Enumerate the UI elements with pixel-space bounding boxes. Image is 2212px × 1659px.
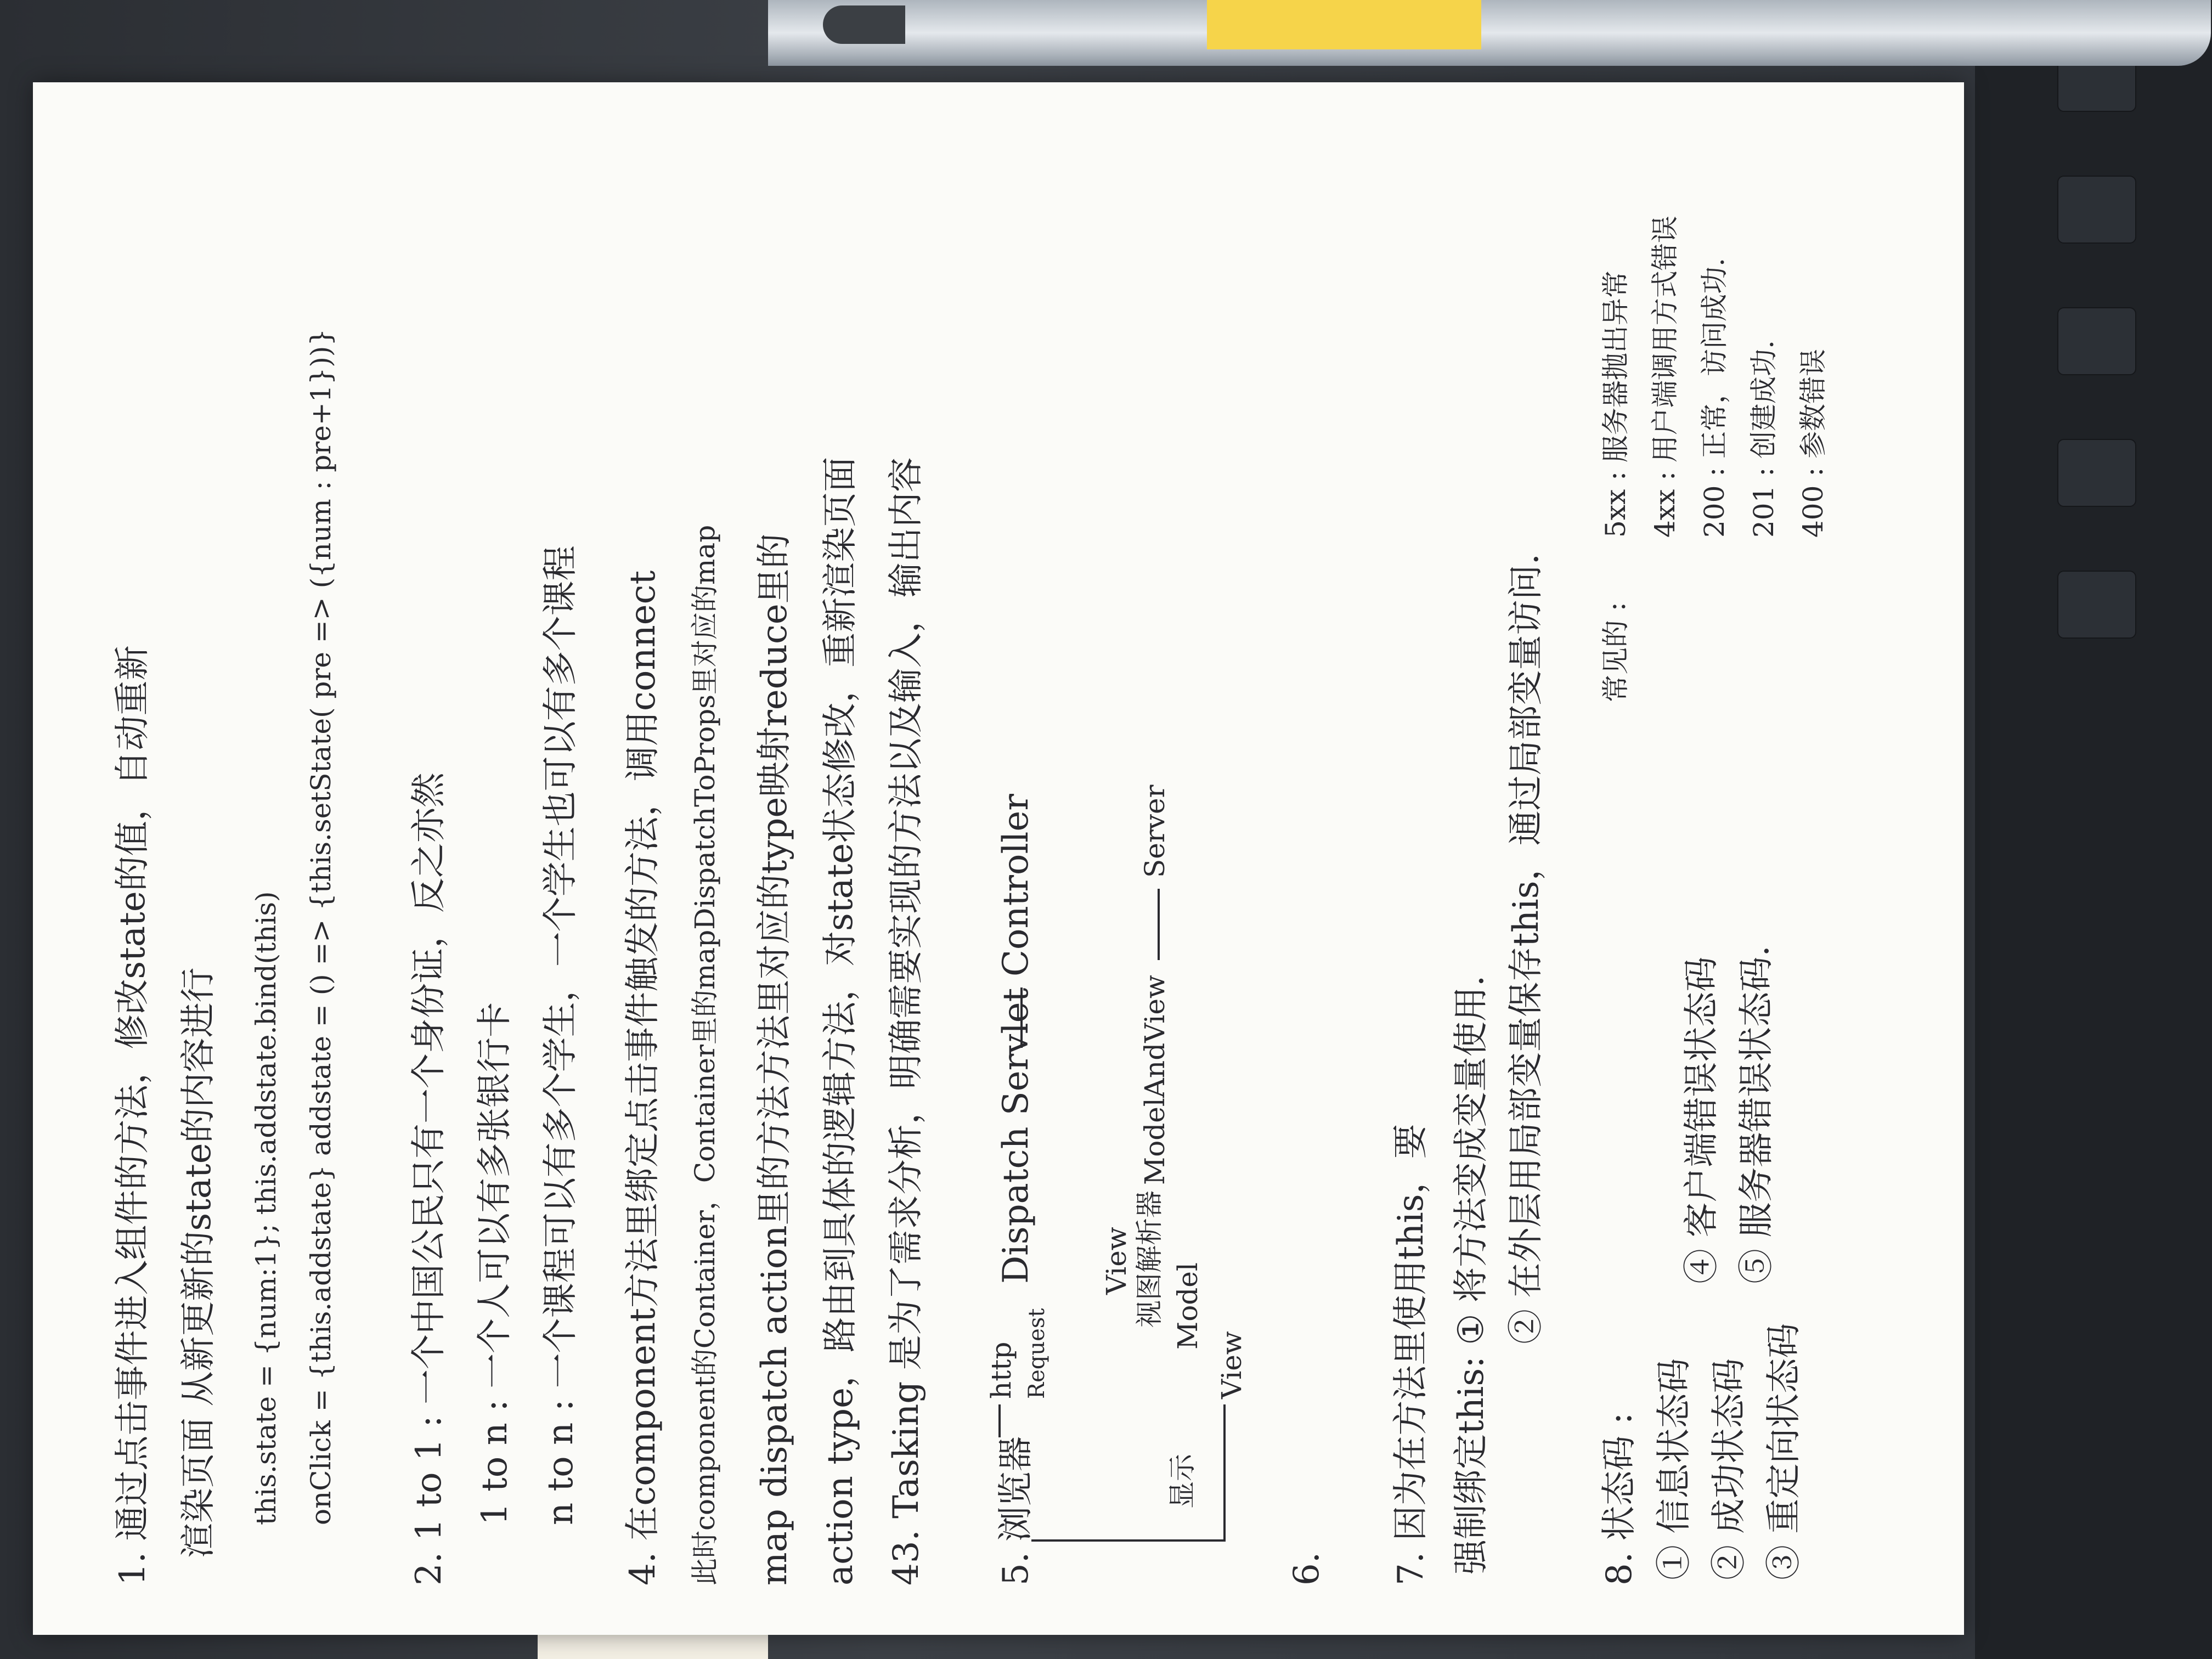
s7-a: 7. 因为在方法里使用this，要	[1391, 1124, 1431, 1585]
s1-code1: this.state = {num:1}; this.addstate.bind(this)	[250, 891, 282, 1525]
common-title: 常见的 :	[1600, 602, 1632, 702]
s1-sub: 渲染页面 从新更新的state的内容进行	[178, 967, 219, 1558]
s5-show: 显示	[1166, 1454, 1198, 1509]
s1-title: 1. 通过点击事件进入组件的方法，修改state的值，自动重新	[112, 645, 153, 1585]
common-201: 201 : 创建成功.	[1748, 340, 1780, 538]
s8-title: 8. 状态码 :	[1599, 1412, 1640, 1585]
notes-page	[33, 82, 1964, 1635]
s5-view2: View	[1216, 1331, 1248, 1399]
s8-3: ③ 重定向状态码	[1764, 1323, 1804, 1580]
common-400: 400 : 参数错误	[1797, 348, 1829, 538]
notes-paper	[33, 82, 1964, 1635]
s5-controller: Controller	[996, 794, 1036, 977]
s2-b: 1 to n : 一个人可以有多张银行卡	[475, 1002, 515, 1525]
s2-a: 2. 1 to 1 : 一个中国公民只有一个身份证，反之亦然	[409, 772, 449, 1585]
s4-c: map dispatch action里的方法方法里对应的type映射reduce里的	[754, 533, 795, 1585]
s5-servlet: Dispatch Servlet	[996, 988, 1036, 1284]
s5-arrow-3	[1158, 889, 1160, 960]
s43: 43. Tasking 是为了需求分析，明确需要实现的方法以及输入，输出内容	[886, 457, 927, 1585]
keyboard-key	[2057, 571, 2136, 639]
common-200: 200 : 正常，访问成功.	[1699, 258, 1730, 538]
keyboard-key	[2057, 307, 2136, 375]
pen-tip	[823, 5, 905, 44]
s1-code2: onClick = {this.addstate} addstate = () => {this.setState( pre => ({num : pre+1}))}	[305, 328, 337, 1525]
s5-label: 5.	[996, 1551, 1036, 1585]
s7-c: ② 在外层用局部变量保存this，通过局部变量访问.	[1506, 554, 1547, 1344]
s5-http: http	[985, 1341, 1017, 1399]
s5-return-hline	[1223, 1404, 1226, 1542]
s8-1: ① 信息状态码	[1654, 1358, 1695, 1580]
s6: 6.	[1286, 1551, 1327, 1585]
s5-view: View	[1101, 1227, 1132, 1295]
s8-2: ② 成功状态码	[1709, 1358, 1750, 1580]
s5-model: Model	[1172, 1262, 1204, 1350]
common-5xx: 5xx : 服务器抛出异常	[1600, 270, 1632, 538]
s5-server: Server	[1139, 785, 1171, 878]
s4-d: action type，路由到具体的逻辑方法，对state状态修改，重新渲染页面	[820, 456, 861, 1585]
s8-5: ⑤ 服务器错误状态码.	[1736, 945, 1777, 1284]
s5-browser: 浏览器	[996, 1436, 1036, 1542]
keyboard	[1975, 0, 2212, 1659]
s8-4: ④ 客户端错误状态码	[1681, 956, 1722, 1284]
s5-request: Request	[1024, 1308, 1049, 1399]
s5-mav: ModelAndView	[1139, 975, 1171, 1185]
s7-b: 强制绑定this: ① 将方法变成变量使用.	[1451, 975, 1492, 1575]
s5-arrow-1	[998, 1404, 1001, 1437]
s2-c: n to n : 一个课程可以有多个学生，一个学生也可以有多个课程	[540, 545, 581, 1525]
s5-return-line	[1031, 1539, 1223, 1542]
pen-barrel	[1207, 0, 1481, 49]
s4-a: 4. 在component方法里绑定点击事件触发的方法，调用connect	[623, 570, 663, 1585]
s4-b: 此时component的Container，Container里的mapDispatchToProps里对应的map	[689, 524, 721, 1585]
common-4xx: 4xx : 用户端调用方式错误	[1649, 216, 1681, 538]
keyboard-key	[2057, 439, 2136, 507]
s5-arrow-2	[1020, 988, 1023, 1048]
s5-viewparser: 视图解析器	[1133, 1190, 1165, 1328]
pen	[768, 0, 2211, 66]
keyboard-key	[2057, 176, 2136, 244]
